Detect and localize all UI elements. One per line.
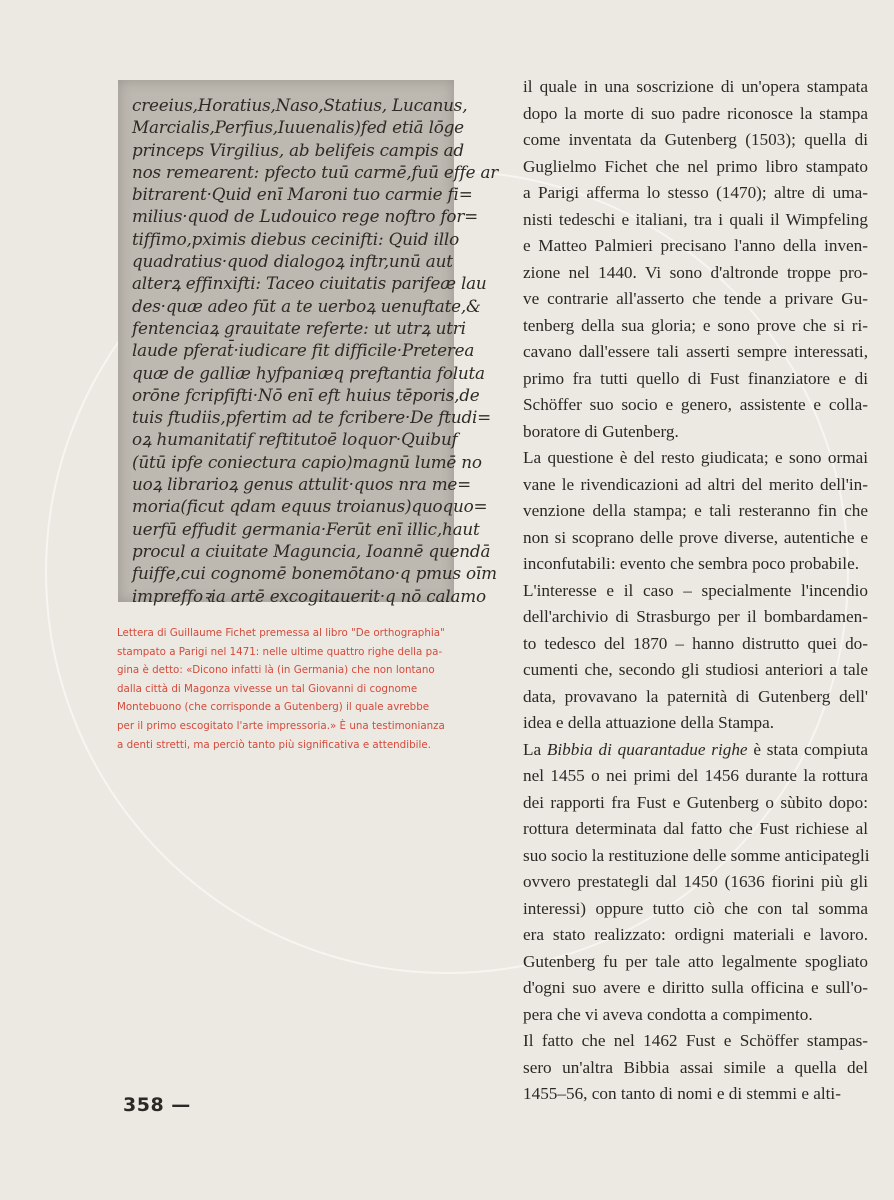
manuscript-line: Marcialis,Perfius,Iuuenalis)fed etiā lōge: [132, 117, 464, 138]
caption-line: Lettera di Guillaume Fichet premessa al libro "De orthographia": [117, 627, 445, 639]
manuscript-line: tiffimo,pximis diebus cecinifti: Quid illo: [132, 228, 459, 249]
manuscript-line: oꝝ humanitatif reftitutoē loquor·Quibuf: [132, 429, 458, 450]
body-line: nisti tedeschi e italiani, tra i quali il Wimpfeling: [523, 209, 868, 229]
manuscript-line: fuiffe,cui cognomē bonemōtano·q pmus oīm: [132, 563, 497, 584]
manuscript-line: nos remearent: pfecto tuū carmē,fuū effe ar: [132, 161, 499, 182]
body-line: 1455–56, con tanto di nomi e di stemmi e alti-: [523, 1084, 841, 1103]
body-line: Il fatto che nel 1462 Fust e Schöffer stampas-: [523, 1031, 868, 1050]
manuscript-line: uoꝝ librarioꝝ genus attulit·quos nra me=: [132, 474, 471, 495]
body-line: pera che vi aveva condotta a compimento.: [523, 1004, 813, 1024]
manuscript-line: alterꝝ effinxifti: Taceo ciuitatis parifeæ lau: [132, 273, 487, 294]
caption-line: per il primo escogitato l'arte impressoria.» È una testimonianza: [117, 719, 445, 732]
body-line: boratore di Gutenberg.: [523, 421, 679, 441]
body-line: ovvero prestategli dal 1450 (1636 fiorini più gli: [523, 872, 868, 891]
caption-line: a denti stretti, ma perciò tanto più significativa e attendibile.: [117, 738, 431, 751]
body-line: era stato realizzato: ordigni materiali e lavoro.: [523, 925, 868, 944]
manuscript-line: laude pferat̄·iudicare fit difficile·Preterea: [132, 340, 475, 361]
body-line: interessi) oppure tutto ciò che con tal somma: [523, 898, 868, 918]
body-line: e Matteo Palmieri precisano l'anno della inven-: [523, 236, 868, 255]
body-line: dopo la morte di suo padre riconosce la stampa: [523, 103, 868, 123]
manuscript-line: princeps Virgilius, ab belifeis campis ad: [132, 139, 464, 160]
body-line: ve contrarie all'asserto che tende a privare Gu-: [523, 289, 868, 308]
manuscript-line: fentenciaꝝ grauitate referte: ut utrꝝ utri: [132, 317, 466, 338]
body-line: dei rapporti fra Fust e Gutenberg o sùbito dopo:: [523, 792, 868, 812]
manuscript-line: milius·quod de Ludouico rege noftro for=: [132, 206, 478, 227]
manuscript-line: (ūtū ipfe coniectura capio)magnū lumē no: [132, 451, 482, 472]
body-line: to tedesco del 1870 – hanno distrutto quei do-: [523, 633, 868, 653]
manuscript-line: creeius,Horatius,Naso,Statius, Lucanus,: [132, 95, 468, 115]
body-line: come inventata da Gutenberg (1503); quella di: [523, 130, 868, 149]
figure-caption: [117, 624, 460, 754]
body-column: [523, 74, 868, 1108]
body-line: cumenti che, secondo gli studiosi anteriori a tale: [523, 660, 868, 679]
body-line: La questione è del resto giudicata; e sono ormai: [523, 448, 868, 467]
manuscript-line: orōne fcripfifti·Nō enī eft huius tēporis,de: [132, 384, 480, 405]
body-line: il quale in una soscrizione di un'opera stampata: [523, 77, 868, 96]
body-line: primo fra tutti quello di Fust finanziatore e di: [523, 368, 868, 388]
manuscript-line: quadratius·quod dialogoꝝ inftr,unū aut: [132, 251, 453, 272]
body-line: inconfutabili: evento che sembra poco probabile.: [523, 554, 859, 573]
caption-line: stampato a Parigi nel 1471: nelle ultime quattro righe della pa-: [117, 645, 443, 658]
book-title-emphasis: Bibbia di quarantadue righe: [546, 739, 748, 759]
body-line: zione nel 1440. Vi sono d'altronde troppe pro-: [523, 262, 868, 282]
body-line: vane le rivendicazioni ad altri del merito dell'in-: [523, 474, 868, 494]
manuscript-line: des·quæ adeo fūt a te uerboꝝ uenuftate,&: [132, 295, 481, 316]
manuscript-line: impreffoꝛia artē excogitauerit·q nō calamo: [132, 585, 486, 606]
body-line: suo socio la restituzione delle somme anticipategli: [523, 845, 870, 865]
caption-line: Montebuono (che corrisponde a Gutenberg) il quale avrebbe: [117, 701, 430, 714]
page-number: 358 —: [123, 1094, 191, 1116]
body-line: Schöffer suo socio e genero, assistente e colla-: [523, 395, 868, 414]
manuscript-line: procul a ciuitate Maguncia, Ioannē quendā: [132, 540, 491, 561]
body-line: d'ogni suo avere e diritto sulla officina e sull'o-: [523, 978, 868, 997]
body-line: a Parigi afferma lo stesso (1470); altre di uma-: [523, 183, 868, 202]
body-line: rottura determinata dal fatto che Fust richiese al: [523, 819, 868, 838]
manuscript-line: bitrarent·Quid enī Maroni tuo carmie fi=: [132, 184, 473, 205]
body-line: cavano dall'essere tali asserti sempre interessati,: [523, 342, 868, 361]
body-line: Gutenberg fu per tale atto legalmente spogliato: [523, 951, 868, 971]
body-line: tenberg della sua gloria; e sono prove che si ri-: [523, 315, 868, 335]
caption-line: dalla città di Magonza vivesse un tal Giovanni di cognome: [117, 682, 418, 695]
body-line: idea e della attuazione della Stampa.: [523, 713, 775, 732]
body-line: dell'archivio di Strasburgo per il bombardamen-: [523, 607, 868, 626]
body-line: non si scoprano delle prove diverse, autentiche e: [523, 527, 868, 547]
caption-line: gina è detto: «Dicono infatti là (in Germania) che non lontano: [117, 664, 435, 677]
manuscript-line: tuis ftudiis,pfertim ad te fcribere·De ftudi=: [132, 407, 492, 428]
manuscript-text: [132, 94, 499, 607]
body-line: nel 1455 o nei primi del 1456 durante la rottura: [523, 766, 868, 785]
body-line: data, provavano la paternità di Gutenberg dell': [523, 686, 868, 706]
manuscript-line: moria(ficut qdam equus troianus)quoquo=: [132, 496, 488, 517]
body-line: sero un'altra Bibbia assai simile a quella del: [523, 1057, 868, 1077]
body-line: Guglielmo Fichet che nel primo libro stampato: [523, 156, 868, 176]
manuscript-line: uerfū effudit germania·Ferūt enī illic,haut: [132, 518, 480, 539]
manuscript-line: quæ de galliæ hyfpaniæq preftantia foluta: [132, 362, 485, 383]
body-line: La Bibbia di quarantadue righe è stata compiuta: [523, 739, 868, 759]
body-line: venzione della stampa; e tali resteranno fin che: [523, 501, 868, 520]
body-line: L'interesse e il caso – specialmente l'incendio: [523, 580, 868, 600]
